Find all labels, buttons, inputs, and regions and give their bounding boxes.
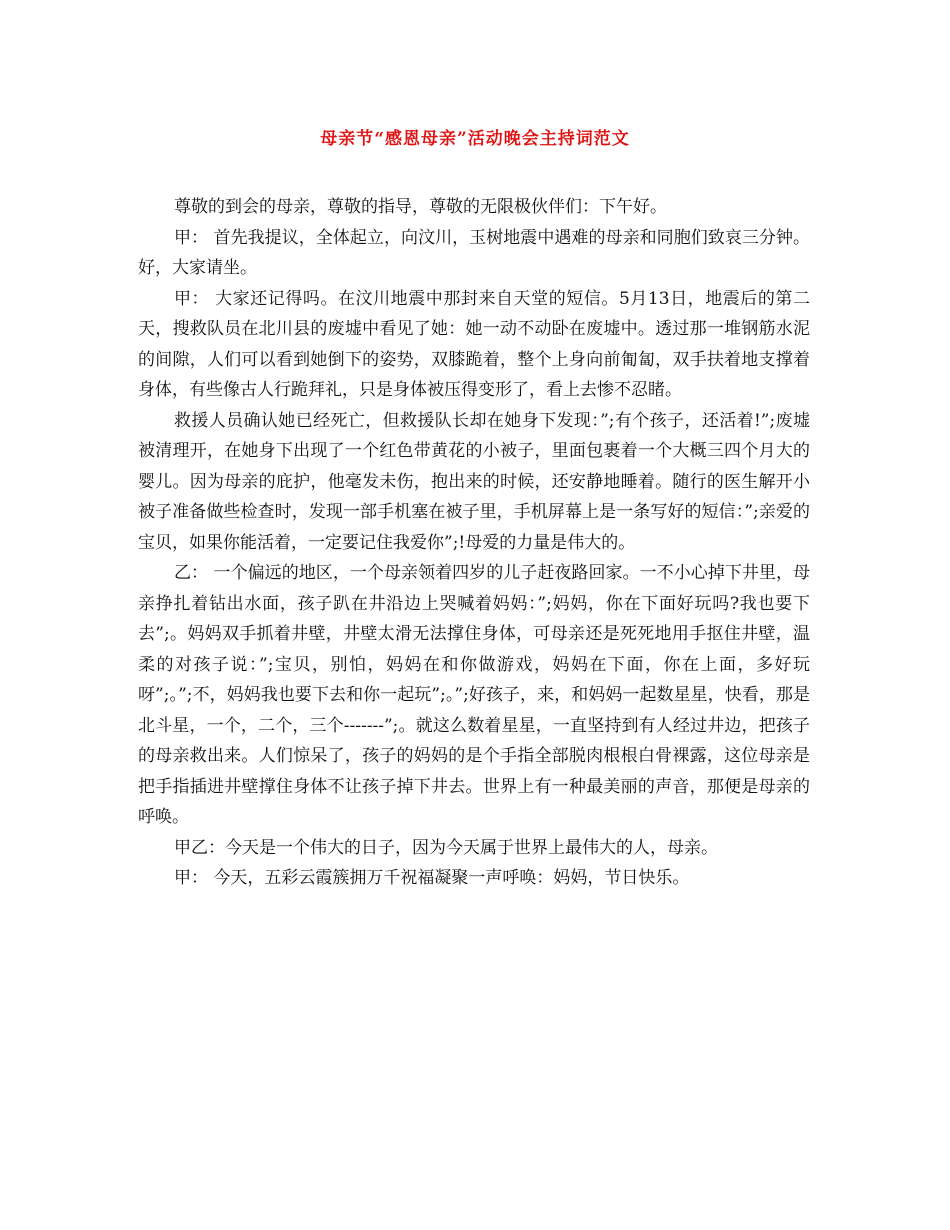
paragraph-rescue: 救援人员确认她已经死亡，但救援队长却在她身下发现：”;有个孩子，还活着!”;废墟被清理开，在她身下出现了一个红色带黄花的小被子，里面包裹着一个大概三四个月大的婴儿。因为母亲的庇护，他毫发未伤，抱出来的时候，还安静地睡着。随行的医生解开小被子准备做些检查时，发现一部手机塞在被子里，手机屏幕上是一条写好的短信：”;亲爱的宝贝，如果你能活着，一定要记住我爱你”;!母爱的力量是伟大的。 xyxy=(138,410,810,553)
paragraph-earthquake-story: 甲： 大家还记得吗。在汶川地震中那封来自天堂的短信。5月13日，地震后的第二天，搜救队员在北川县的废墟中看见了她：她一动不动卧在废墟中。透过那一堆钢筋水泥的间隙，人们可以看到她倒下的姿势，双膝跪着，整个上身向前匍匐，双手扶着地支撑着身体，有些像古人行跪拜礼，只是身体被压得变形了，看上去惨不忍睹。 xyxy=(138,288,810,400)
paragraph-greeting: 尊敬的到会的母亲，尊敬的指导，尊敬的无限极伙伴们：下午好。 xyxy=(174,197,667,217)
paragraph-silence: 甲： 首先我提议，全体起立，向汶川，玉树地震中遇难的母亲和同胞们致哀三分钟。好，大家请坐。 xyxy=(138,227,810,278)
paragraph-great-day: 甲乙：今天是一个伟大的日子，因为今天属于世界上最伟大的人，母亲。 xyxy=(174,837,718,858)
paragraph-blessing: 甲： 今天，五彩云霞簇拥万千祝福凝聚一声呼唤：妈妈，节日快乐。 xyxy=(174,868,690,888)
document-body xyxy=(138,192,810,894)
document-title: 母亲节“感恩母亲”活动晚会主持词范文 xyxy=(320,129,630,149)
paragraph-well-story: 乙： 一个偏远的地区，一个母亲领着四岁的儿子赶夜路回家。一不小心掉下井里，母亲挣扎着钻出水面，孩子趴在井沿边上哭喊着妈妈：”;妈妈，你在下面好玩吗?我也要下去”;。妈妈双手抓着井壁，井壁太滑无法撑住身体，可母亲还是死死地用手抠住井壁，温柔的对孩子说：”;宝贝，别怕，妈妈在和你做游戏，妈妈在下面，你在上面，多好玩呀”;。”;不，妈妈我也要下去和你一起玩”;。”;好孩子，来，和妈妈一起数星星，快看，那是北斗星，一个，二个，三个-------”;。就这么数着星星，一直坚持到有人经过井边，把孩子的母亲救出来。人们惊呆了，孩子的妈妈的是个手指全部脱肉根根白骨裸露，这位母亲是把手指插进井壁撑住身体不让孩子掉下井去。世界上有一种最美丽的声音，那便是母亲的呼唤。 xyxy=(138,563,810,827)
